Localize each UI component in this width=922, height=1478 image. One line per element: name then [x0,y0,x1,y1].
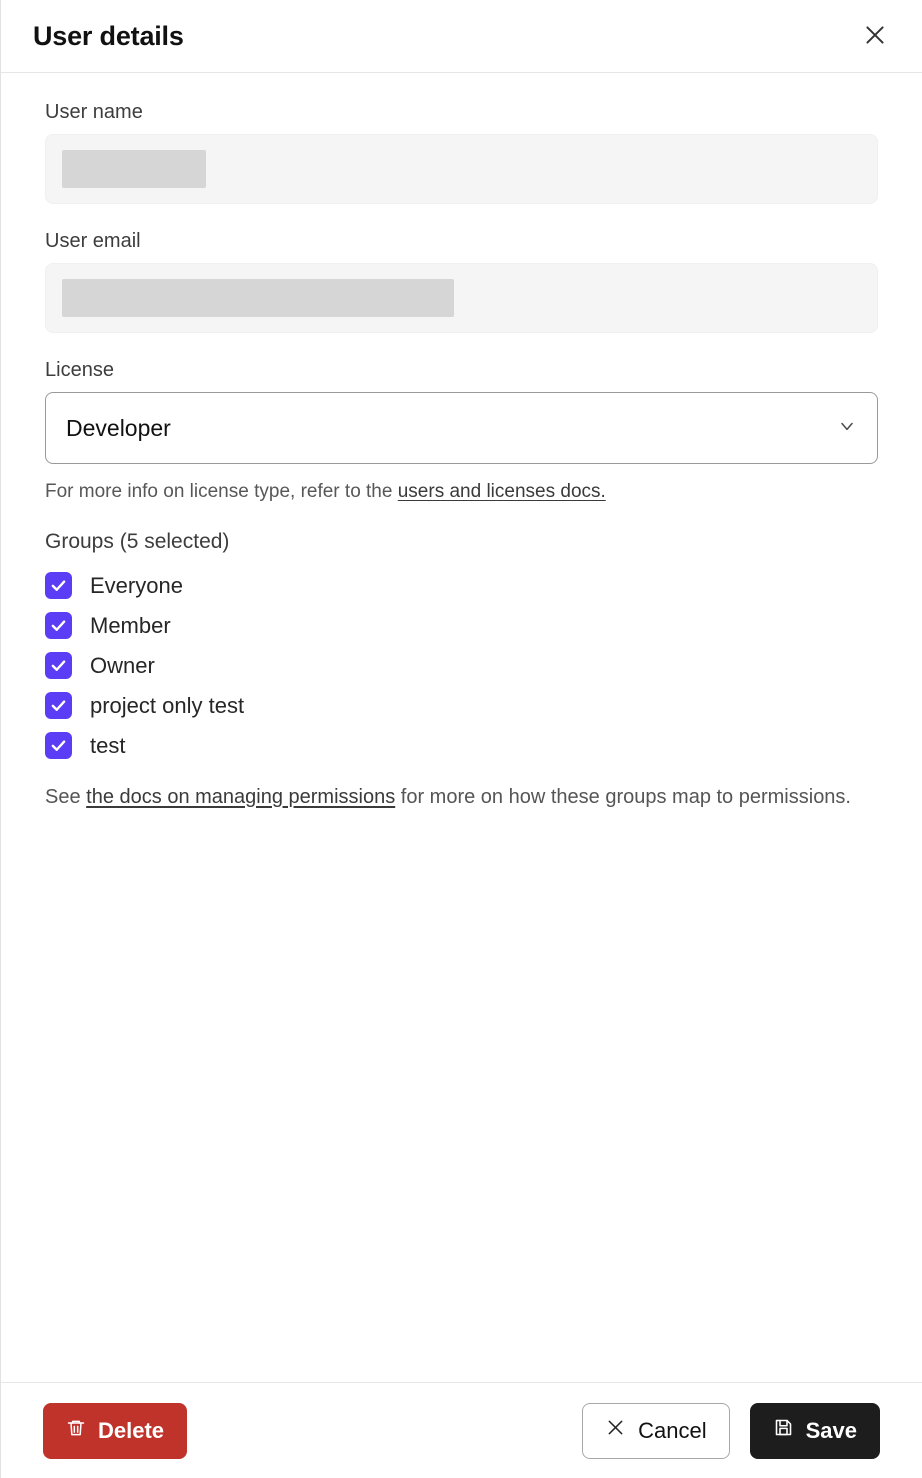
chevron-down-icon [837,415,857,442]
panel-body [1,73,922,1382]
user-email-label: User email [45,230,141,252]
delete-button-label: Delete [98,1417,165,1443]
group-row[interactable] [45,646,878,686]
checkbox-checked-icon[interactable] [45,612,72,639]
managing-permissions-docs-link[interactable]: the docs on managing permissions [86,785,396,808]
cancel-button[interactable] [582,1403,729,1459]
group-label: Owner [90,652,155,678]
groups-footnote [45,782,878,812]
license-select-value: Developer [66,414,171,441]
license-select-wrap [45,392,878,464]
close-icon [862,22,888,51]
checkbox-checked-icon[interactable] [45,652,72,679]
footer-actions [582,1403,880,1459]
group-label: Everyone [90,572,183,598]
panel-header [1,0,922,73]
panel-footer [1,1382,922,1478]
user-name-redacted-value [62,150,206,188]
license-helper-text [45,478,878,506]
license-helper-prefix: For more info on license type, refer to the [45,481,398,502]
save-button[interactable] [750,1403,880,1459]
groups-footnote-prefix: See [45,785,87,808]
trash-icon [66,1418,86,1444]
groups-footnote-suffix: for more on how these groups map to permissions. [395,785,851,808]
group-row[interactable] [45,566,878,606]
license-label: License [45,359,114,381]
group-label: test [90,732,126,758]
checkbox-checked-icon[interactable] [45,572,72,599]
cancel-button-label: Cancel [638,1417,707,1443]
group-row[interactable] [45,726,878,766]
delete-button[interactable] [43,1403,187,1459]
user-email-field [45,263,878,333]
checkbox-checked-icon[interactable] [45,732,72,759]
save-disk-icon [773,1417,794,1444]
group-label: project only test [90,692,245,718]
users-and-licenses-docs-link[interactable]: users and licenses docs. [397,481,606,502]
user-email-redacted-value [62,279,454,317]
close-button[interactable] [856,17,894,55]
page-title: User details [33,20,184,51]
save-button-label: Save [805,1417,857,1443]
group-label: Member [90,612,171,638]
groups-title: Groups (5 selected) [45,529,230,553]
close-icon [605,1417,626,1444]
user-name-field [45,134,878,204]
user-name-label: User name [45,101,143,123]
group-row[interactable] [45,686,878,726]
checkbox-checked-icon[interactable] [45,692,72,719]
license-select[interactable] [45,392,878,464]
group-row[interactable] [45,606,878,646]
